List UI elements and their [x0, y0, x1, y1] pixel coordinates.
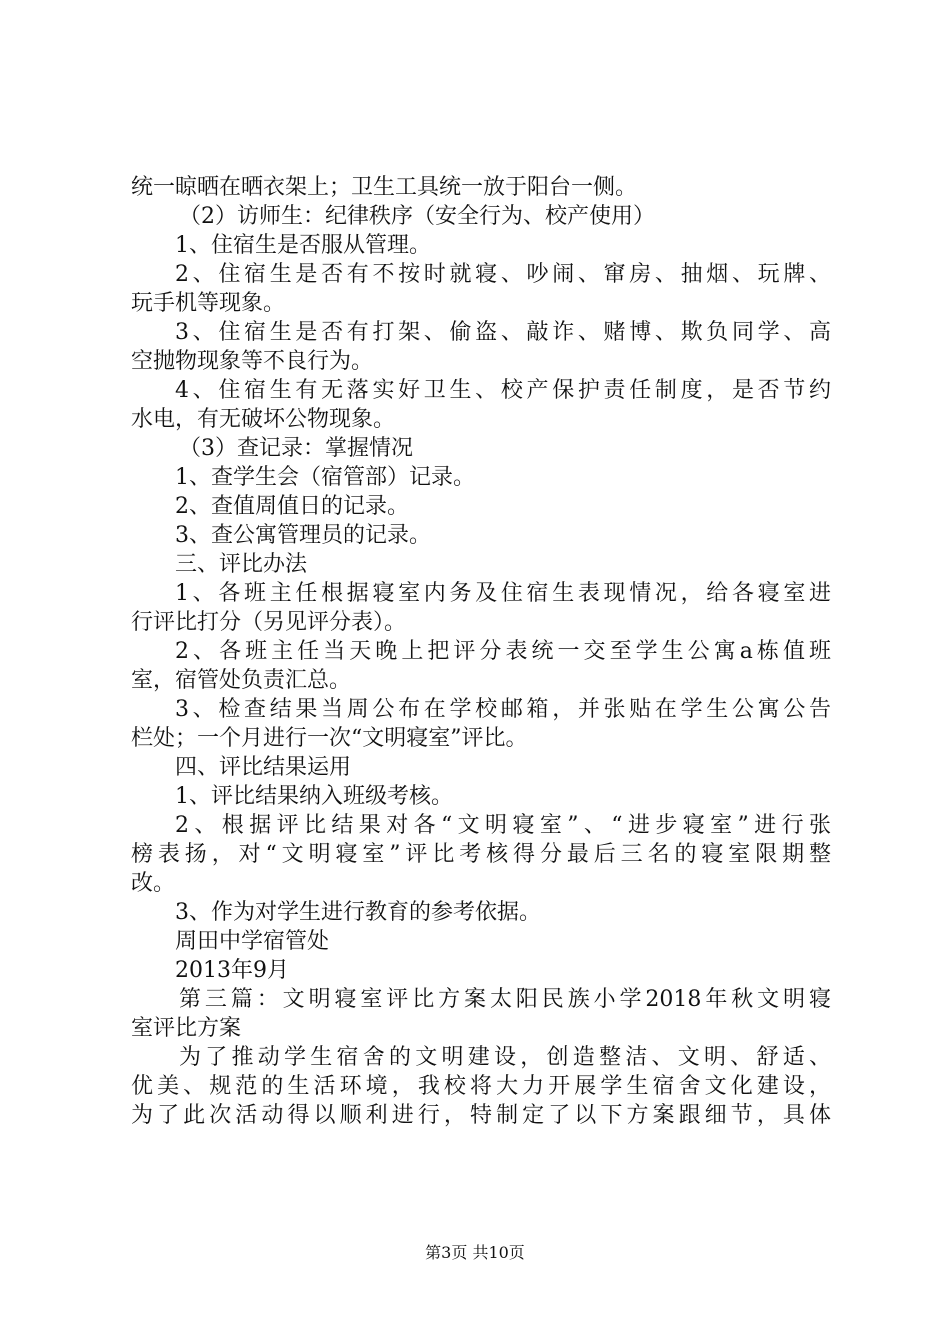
text-line: 改。 [131, 871, 176, 896]
chapter-title: 第三篇：文明寝室评比方案太阳民族小学2018年秋文明寝 [179, 987, 831, 1012]
text-line: 为了此次活动得以顺利进行，特制定了以下方案跟细节，具体 [131, 1103, 831, 1128]
text-line: 1、各班主任根据寝室内务及住宿生表现情况，给各寝室进 [175, 581, 831, 606]
text-line: 3、查公寓管理员的记录。 [175, 523, 431, 548]
text-line: 水电，有无破坏公物现象。 [131, 407, 396, 432]
text-line: 玩手机等现象。 [131, 291, 286, 316]
text-line: 空抛物现象等不良行为。 [131, 349, 374, 374]
text-line: 统一晾晒在晒衣架上；卫生工具统一放于阳台一侧。 [131, 175, 638, 200]
text-line: 榜表扬，对“文明寝室”评比考核得分最后三名的寝室限期整 [131, 842, 831, 867]
text-line: 4、住宿生有无落实好卫生、校产保护责任制度，是否节约 [175, 378, 831, 403]
text-line: 行评比打分（另见评分表）。 [131, 610, 407, 635]
text-line: 为了推动学生宿舍的文明建设，创造整洁、文明、舒适、 [179, 1045, 831, 1070]
chapter-title: 室评比方案 [131, 1016, 242, 1041]
signature-org: 周田中学宿管处 [175, 929, 330, 954]
text-line: 2、根据评比结果对各“文明寝室”、“进步寝室”进行张 [175, 813, 831, 838]
page-number: 第3页 共10页 [425, 1243, 525, 1262]
text-line: 1、评比结果纳入班级考核。 [175, 784, 453, 809]
text-line: 栏处；一个月进行一次“文明寝室”评比。 [131, 726, 528, 751]
section-heading: 三、评比办法 [175, 552, 308, 577]
text-line: 2、住宿生是否有不按时就寝、吵闹、窜房、抽烟、玩牌、 [175, 262, 831, 287]
text-line: 1、查学生会（宿管部）记录。 [175, 465, 475, 490]
text-line: 3、检查结果当周公布在学校邮箱，并张贴在学生公寓公告 [175, 697, 831, 722]
signature-date: 2013年9月 [175, 958, 289, 983]
text-line: （2）访师生：纪律秩序（安全行为、校产使用） [179, 204, 655, 229]
text-line: 室，宿管处负责汇总。 [131, 668, 352, 693]
text-line: 3、住宿生是否有打架、偷盗、敲诈、赌博、欺负同学、高 [175, 320, 831, 345]
text-line: 2、各班主任当天晚上把评分表统一交至学生公寓a栋值班 [175, 639, 831, 664]
section-heading: 四、评比结果运用 [175, 755, 352, 780]
text-line: 1、住宿生是否服从管理。 [175, 233, 431, 258]
text-line: （3）查记录：掌握情况 [179, 436, 413, 461]
document-body [131, 173, 831, 1130]
text-line: 优美、规范的生活环境，我校将大力开展学生宿舍文化建设， [131, 1074, 831, 1099]
text-line: 3、作为对学生进行教育的参考依据。 [175, 900, 541, 925]
text-line: 2、查值周值日的记录。 [175, 494, 409, 519]
